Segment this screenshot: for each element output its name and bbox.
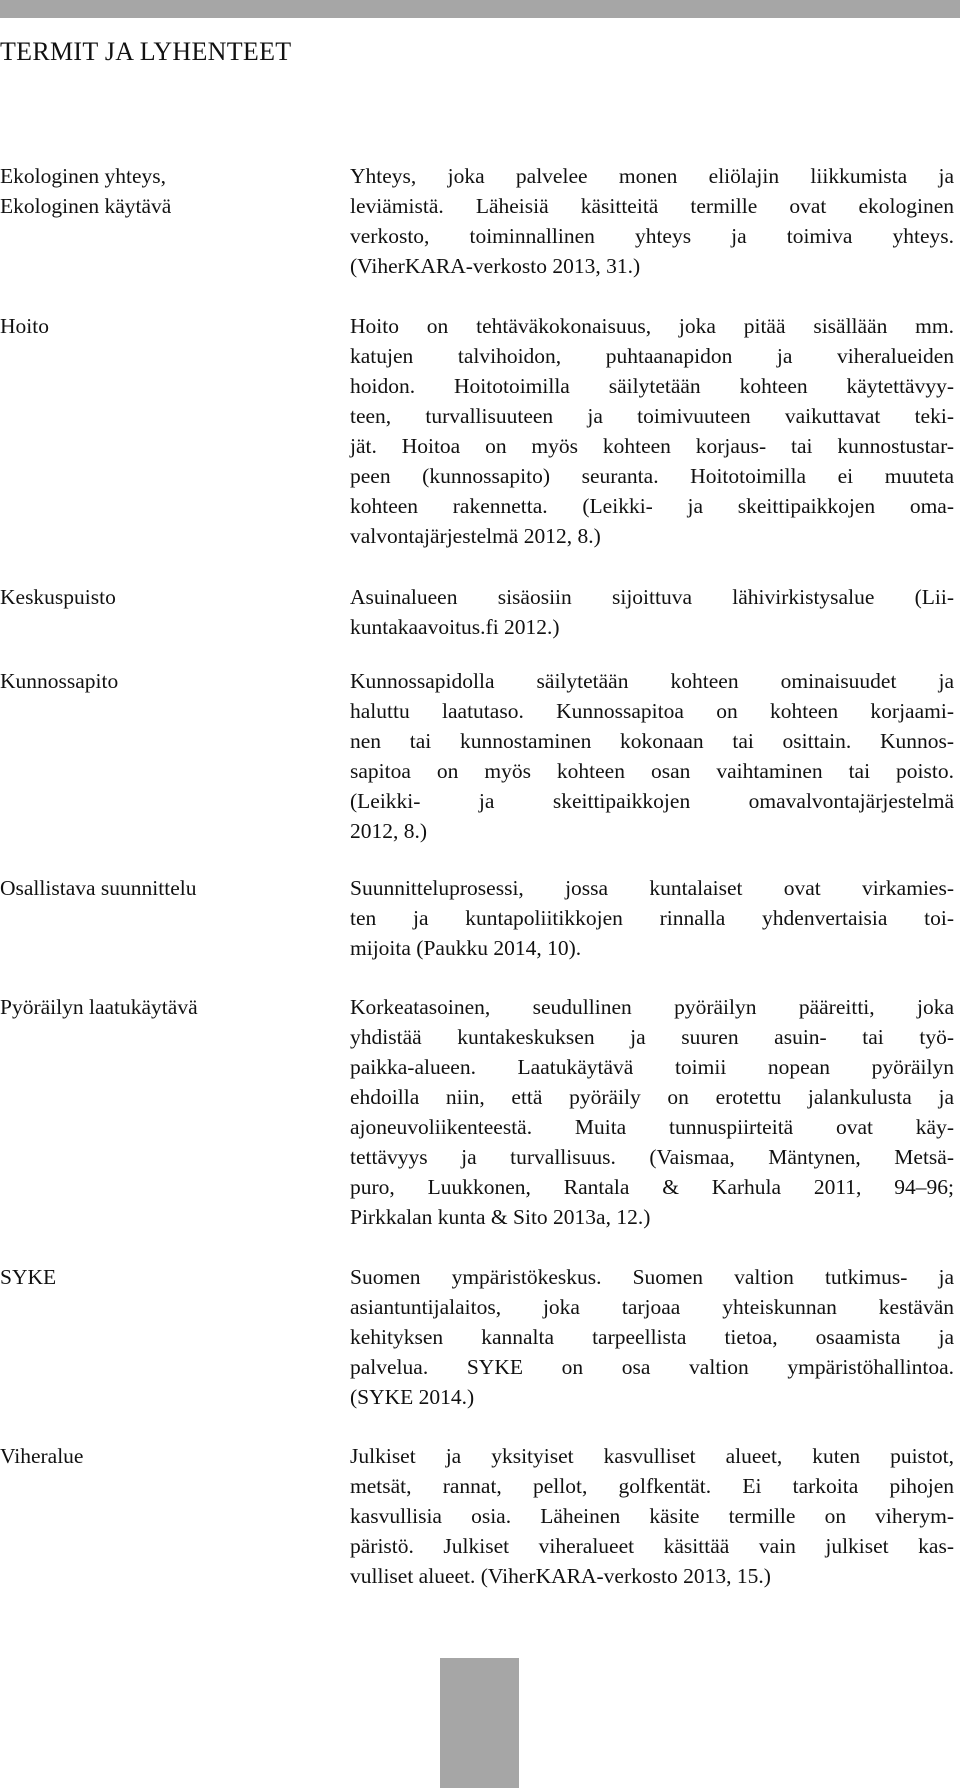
term-line: Kunnossapito <box>0 669 119 693</box>
page-title: TERMIT JA LYHENTEET <box>0 37 292 66</box>
definition-line: kohteen rakennetta. (Leikki- ja skeittipaikkojen oma- <box>350 494 954 518</box>
page-number-box <box>440 1658 519 1788</box>
definition-line: leviämistä. Läheisiä käsitteitä termille ovat ekologinen <box>350 194 954 218</box>
definition-line: ehdoilla niin, että pyöräily on erotettu jalankulusta ja <box>350 1085 954 1109</box>
definition-line: Asuinalueen sisäosiin sijoittuva lähivirkistysalue (Lii- <box>350 585 954 609</box>
definition-line: kasvullisia osia. Läheinen käsite termille on viherym- <box>350 1504 954 1528</box>
definition-line: Kunnossapidolla säilytetään kohteen ominaisuudet ja <box>350 669 954 693</box>
definition-line: sapitoa on myös kohteen osan vaihtaminen tai poisto. <box>350 759 954 783</box>
term-line: Ekologinen käytävä <box>0 194 172 218</box>
term-definition <box>350 161 954 281</box>
term-label <box>0 161 320 221</box>
definition-line: (SYKE 2014.) <box>350 1385 475 1409</box>
definition-line: tettävyys ja turvallisuus. (Vaismaa, Mäntynen, Metsä- <box>350 1145 954 1169</box>
term-definition <box>350 666 954 846</box>
header-bar <box>0 0 960 18</box>
definition-line: metsät, rannat, pellot, golfkentät. Ei tarkoita pihojen <box>350 1474 954 1498</box>
definition-line: Pirkkalan kunta & Sito 2013a, 12.) <box>350 1205 651 1229</box>
term-line: SYKE <box>0 1265 57 1289</box>
term-label <box>0 311 320 341</box>
definition-line: Suunnitteluprosessi, jossa kuntalaiset ovat virkamies- <box>350 876 954 900</box>
term-label <box>0 1262 320 1292</box>
definition-line: peen (kunnossapito) seuranta. Hoitotoimilla ei muuteta <box>350 464 954 488</box>
definition-line: paikka-alueen. Laatukäytävä toimii nopean pyöräilyn <box>350 1055 954 1079</box>
term-line: Keskuspuisto <box>0 585 116 609</box>
definition-line: ten ja kuntapoliitikkojen rinnalla yhdenvertaisia toi- <box>350 906 954 930</box>
definition-line: katujen talvihoidon, puhtaanapidon ja viheralueiden <box>350 344 954 368</box>
definition-line: Suomen ympäristökeskus. Suomen valtion tutkimus- ja <box>350 1265 954 1289</box>
term-definition <box>350 582 954 642</box>
definition-line: 2012, 8.) <box>350 819 428 843</box>
definition-line: puro, Luukkonen, Rantala & Karhula 2011, 94–96; <box>350 1175 954 1199</box>
definition-line: vulliset alueet. (ViherKARA-verkosto 2013, 15.) <box>350 1564 771 1588</box>
term-line: Pyöräilyn laatukäytävä <box>0 995 198 1019</box>
definition-line: Yhteys, joka palvelee monen eliölajin liikkumista ja <box>350 164 954 188</box>
term-line: Viheralue <box>0 1444 84 1468</box>
term-definition <box>350 1262 954 1412</box>
term-line: Ekologinen yhteys, <box>0 164 167 188</box>
term-definition <box>350 992 954 1232</box>
definition-line: teen, turvallisuuteen ja toimivuuteen vaikuttavat teki- <box>350 404 954 428</box>
term-label <box>0 992 320 1022</box>
definition-line: valvontajärjestelmä 2012, 8.) <box>350 524 601 548</box>
definition-line: haluttu laatutaso. Kunnossapitoa on kohteen korjaami- <box>350 699 954 723</box>
definition-line: kuntakaavoitus.fi 2012.) <box>350 615 560 639</box>
definition-line: palvelua. SYKE on osa valtion ympäristöhallintoa. <box>350 1355 954 1379</box>
term-definition <box>350 311 954 551</box>
term-label <box>0 582 320 612</box>
definition-line: jät. Hoitoa on myös kohteen korjaus- tai kunnostustar- <box>350 434 954 458</box>
definition-line: yhdistää kuntakeskuksen ja suuren asuin- tai työ- <box>350 1025 954 1049</box>
definition-line: Korkeatasoinen, seudullinen pyöräilyn pääreitti, joka <box>350 995 954 1019</box>
definition-line: ajoneuvoliikenteestä. Muita tunnuspiirteitä ovat käy- <box>350 1115 954 1139</box>
definition-line: asiantuntijalaitos, joka tarjoaa yhteiskunnan kestävän <box>350 1295 954 1319</box>
term-line: Hoito <box>0 314 49 338</box>
term-definition <box>350 873 954 963</box>
definition-line: Hoito on tehtäväkokonaisuus, joka pitää sisällään mm. <box>350 314 954 338</box>
term-label <box>0 873 320 903</box>
definition-line: kehityksen kannalta tarpeellista tietoa, osaamista ja <box>350 1325 954 1349</box>
definition-line: nen tai kunnostaminen kokonaan tai osittain. Kunnos- <box>350 729 954 753</box>
definition-line: mijoita (Paukku 2014, 10). <box>350 936 582 960</box>
term-line: Osallistava suunnittelu <box>0 876 197 900</box>
term-definition <box>350 1441 954 1591</box>
definition-line: verkosto, toiminnallinen yhteys ja toimiva yhteys. <box>350 224 954 248</box>
term-label <box>0 1441 320 1471</box>
definition-line: päristö. Julkiset viheralueet käsittää vain julkiset kas- <box>350 1534 954 1558</box>
definition-line: (ViherKARA-verkosto 2013, 31.) <box>350 254 641 278</box>
definition-line: Julkiset ja yksityiset kasvulliset alueet, kuten puistot, <box>350 1444 954 1468</box>
definition-line: (Leikki- ja skeittipaikkojen omavalvontajärjestelmä <box>350 789 954 813</box>
term-label <box>0 666 320 696</box>
definition-line: hoidon. Hoitotoimilla säilytetään kohteen käytettävyy- <box>350 374 954 398</box>
